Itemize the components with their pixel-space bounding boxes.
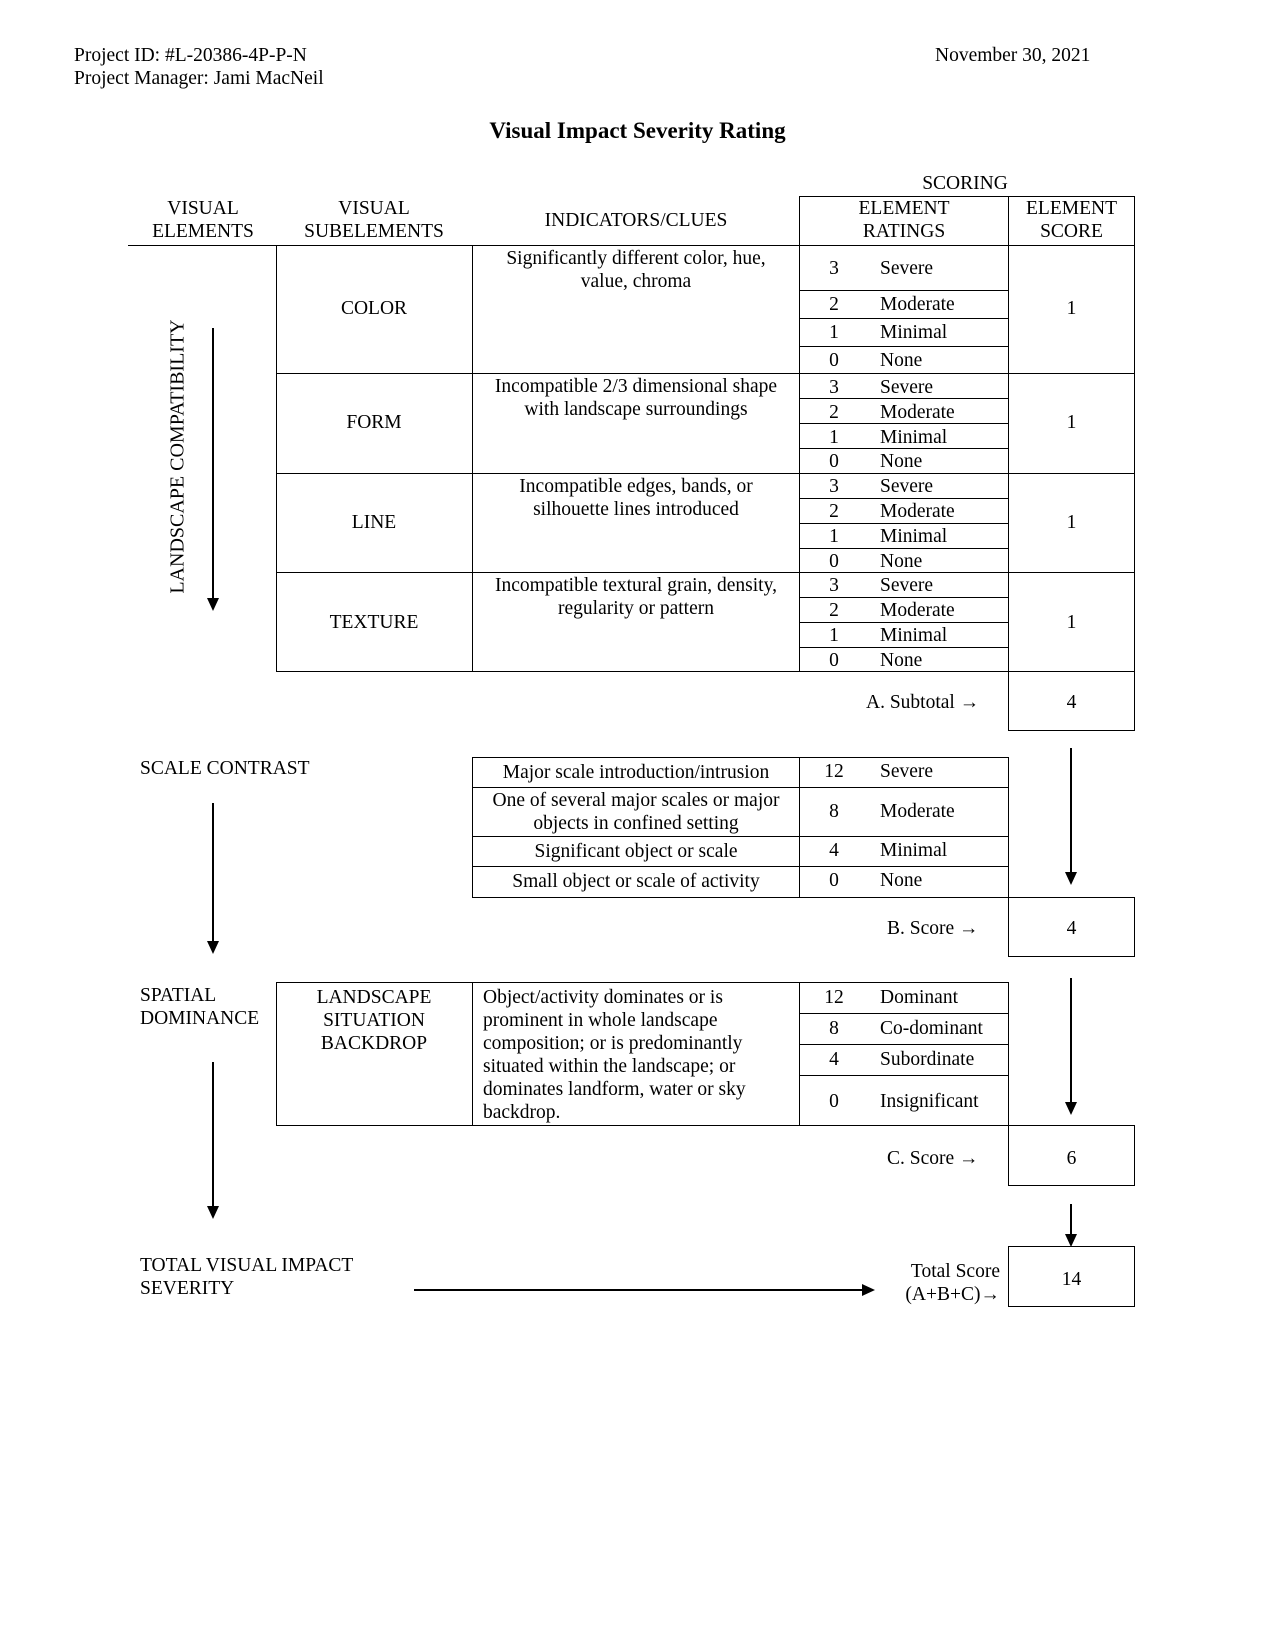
rating-value: 1: [829, 625, 839, 646]
rating-value: 0: [829, 451, 839, 472]
scale-value: 0: [829, 870, 839, 891]
rating-label: None: [880, 350, 923, 371]
rating-label: Severe: [880, 575, 934, 596]
indicator-line: Incompatible edges, bands, or silhouette lines introduced: [519, 476, 753, 520]
rating-label: None: [880, 551, 923, 572]
spatial-indicator: Object/activity dominates or is prominent in whole landscape composition; or is predominantly situated within the landscape; or dominates landform, water or sky backdrop.: [483, 987, 746, 1123]
subelement-color: COLOR: [340, 298, 408, 319]
spatial-rating-value: 0: [829, 1091, 839, 1112]
indicator-texture: Incompatible textural grain, density, regularity or pattern: [495, 575, 777, 619]
indicator-color: Significantly different color, hue, value, chroma: [506, 248, 766, 292]
score-b-value: 4: [1066, 918, 1077, 939]
score-c-label: C. Score →: [887, 1148, 979, 1169]
scale-rating: Moderate: [880, 801, 955, 822]
rating-value: 3: [829, 377, 839, 398]
scale-rating: Minimal: [880, 840, 948, 861]
rating-value: 1: [829, 322, 839, 343]
rating-label: Moderate: [880, 501, 955, 522]
scale-contrast-label: SCALE CONTRAST: [140, 758, 310, 779]
spatial-rating-label: Dominant: [880, 987, 958, 1008]
rating-label: None: [880, 451, 923, 472]
subelement-line: LINE: [351, 512, 397, 533]
scale-rating: Severe: [880, 761, 934, 782]
rating-label: None: [880, 650, 923, 671]
scale-indicator: One of several major scales or major objects in confined setting: [492, 790, 780, 834]
rating-value: 0: [829, 551, 839, 572]
spatial-rating-value: 8: [829, 1018, 839, 1039]
project-id: Project ID: #L-20386-4P-P-N: [74, 45, 307, 66]
rating-label: Severe: [880, 258, 934, 279]
subtotal-value: 4: [1066, 692, 1077, 713]
spatial-rating-value: 12: [824, 987, 844, 1008]
landscape-compatibility-label: LANDSCAPE COMPATIBILITY: [166, 319, 189, 594]
rating-value: 2: [829, 402, 839, 423]
total-score-label: Total Score (A+B+C)→: [905, 1261, 1000, 1305]
subelement-texture: TEXTURE: [329, 612, 419, 633]
rating-value: 2: [829, 294, 839, 315]
indicators-header: INDICATORS/CLUES: [544, 210, 728, 231]
spatial-subelement: LANDSCAPE SITUATION BACKDROP: [316, 987, 432, 1054]
rating-label: Minimal: [880, 427, 948, 448]
subelement-form: FORM: [346, 412, 402, 433]
spatial-rating-label: Subordinate: [880, 1049, 975, 1070]
rating-label: Moderate: [880, 402, 955, 423]
element-score-header: ELEMENT SCORE: [1026, 198, 1117, 242]
rating-label: Severe: [880, 377, 934, 398]
rating-value: 1: [829, 427, 839, 448]
total-label: TOTAL VISUAL IMPACT SEVERITY: [140, 1255, 354, 1299]
page-title: Visual Impact Severity Rating: [489, 118, 786, 143]
score-texture: 1: [1066, 612, 1077, 633]
scale-indicator: Small object or scale of activity: [512, 871, 760, 892]
total-score-value: 14: [1061, 1269, 1082, 1290]
rating-value: 2: [829, 501, 839, 522]
rating-label: Minimal: [880, 526, 948, 547]
spatial-rating-value: 4: [829, 1049, 839, 1070]
scale-rating: None: [880, 870, 923, 891]
rating-label: Minimal: [880, 322, 948, 343]
score-line: 1: [1066, 512, 1077, 533]
spatial-rating-label: Co-dominant: [880, 1018, 983, 1039]
visual-elements-header: VISUAL ELEMENTS: [152, 198, 254, 242]
scale-value: 12: [824, 761, 844, 782]
subtotal-label: A. Subtotal →: [866, 692, 980, 713]
scale-value: 8: [829, 801, 839, 822]
rating-label: Moderate: [880, 294, 955, 315]
rating-value: 2: [829, 600, 839, 621]
report-date: November 30, 2021: [935, 45, 1091, 66]
rating-value: 0: [829, 350, 839, 371]
rating-label: Moderate: [880, 600, 955, 621]
rating-value: 1: [829, 526, 839, 547]
rating-value: 3: [829, 258, 839, 279]
score-c-value: 6: [1066, 1148, 1077, 1169]
scale-indicator: Major scale introduction/intrusion: [502, 762, 770, 783]
rating-value: 0: [829, 650, 839, 671]
element-ratings-header: ELEMENT RATINGS: [858, 198, 950, 242]
rating-label: Minimal: [880, 625, 948, 646]
score-color: 1: [1066, 298, 1077, 319]
visual-subelements-header: VISUAL SUBELEMENTS: [304, 198, 444, 242]
scale-indicator: Significant object or scale: [534, 841, 738, 862]
score-form: 1: [1066, 412, 1077, 433]
indicator-form: Incompatible 2/3 dimensional shape with landscape surroundings: [494, 376, 778, 420]
rating-label: Severe: [880, 476, 934, 497]
scale-value: 4: [829, 840, 839, 861]
score-b-label: B. Score →: [887, 918, 979, 939]
spatial-dominance-label: SPATIAL DOMINANCE: [140, 985, 260, 1029]
rating-value: 3: [829, 575, 839, 596]
rating-value: 3: [829, 476, 839, 497]
spatial-rating-label: Insignificant: [880, 1091, 979, 1112]
project-manager: Project Manager: Jami MacNeil: [74, 68, 324, 89]
scoring-header: SCORING: [922, 173, 1008, 194]
